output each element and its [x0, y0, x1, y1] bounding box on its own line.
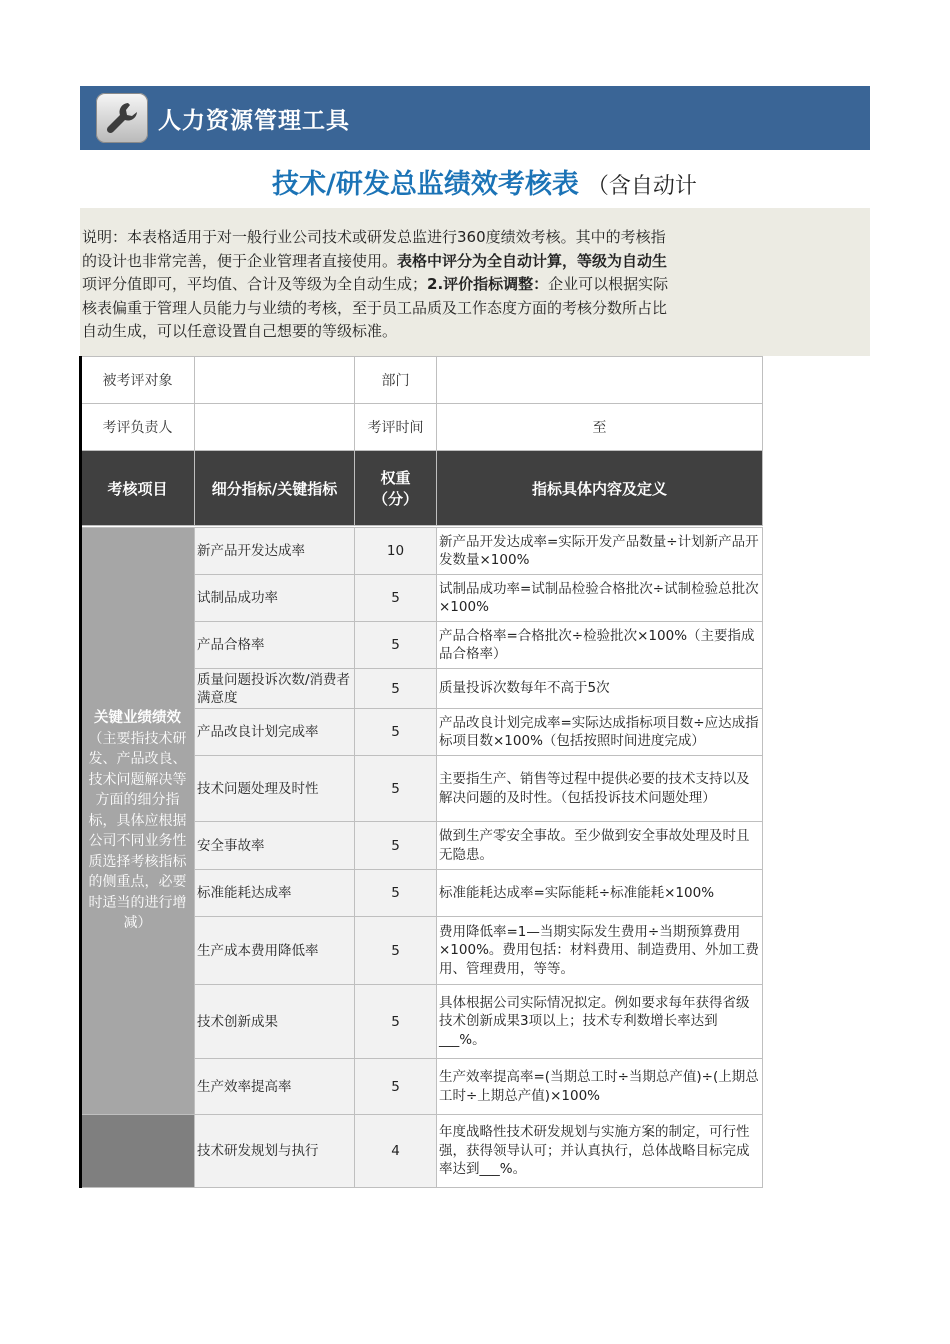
weight-cell[interactable]: 5 — [355, 870, 437, 917]
indicator-cell: 技术问题处理及时性 — [195, 756, 355, 822]
category-note: （主要指技术研发、产品改良、技术问题解决等方面的细分指标，具体应根据公司不同业务性质选择考核指标的侧重点，必要时适当的进行增减） — [88, 730, 187, 932]
definition-cell: 试制品成功率=试制品检验合格批次÷试制检验总批次×100% — [437, 575, 763, 622]
header-banner — [80, 86, 870, 150]
title-suffix: （含自动计 — [586, 174, 697, 199]
table-row — [81, 1115, 763, 1188]
dept-label: 部门 — [355, 357, 437, 404]
time-value-field[interactable]: 至 — [437, 404, 763, 451]
weight-cell[interactable]: 5 — [355, 709, 437, 756]
description-line: 核表偏重于管理人员能力与业绩的考核，至于员工品质及工作态度方面的考核分数所占比 — [82, 298, 668, 317]
indicator-cell: 生产效率提高率 — [195, 1059, 355, 1115]
weight-cell[interactable]: 5 — [355, 985, 437, 1059]
description-line: 的设计也非常完善，便于企业管理者直接使用。表格中评分为全自动计算，等级为自动生 — [82, 251, 668, 270]
indicator-cell: 产品合格率 — [195, 622, 355, 669]
description-box — [80, 208, 870, 356]
description-line: 项评分值即可，平均值、合计及等级为全自动生成；2.评价指标调整：企业可以根据实际 — [82, 275, 669, 293]
definition-cell: 年度战略性技术研发规划与实施方案的制定，可行性强，获得领导认可；并认真执行，总体战略目标完成率达到___%。 — [437, 1115, 763, 1188]
weight-cell[interactable]: 4 — [355, 1115, 437, 1188]
weight-cell[interactable]: 5 — [355, 822, 437, 870]
weight-cell[interactable]: 5 — [355, 917, 437, 985]
category-cell-2 — [81, 1115, 195, 1188]
info-row — [81, 404, 763, 451]
indicator-cell: 安全事故率 — [195, 822, 355, 870]
weight-cell[interactable]: 5 — [355, 1059, 437, 1115]
owner-label: 考评负责人 — [81, 404, 195, 451]
weight-cell[interactable]: 5 — [355, 756, 437, 822]
definition-cell: 新产品开发达成率=实际开发产品数量÷计划新产品开发数量×100% — [437, 528, 763, 575]
indicator-cell: 试制品成功率 — [195, 575, 355, 622]
header-indicator: 细分指标/关键指标 — [195, 451, 355, 526]
indicator-cell: 生产成本费用降低率 — [195, 917, 355, 985]
weight-cell[interactable]: 5 — [355, 669, 437, 709]
target-label: 被考评对象 — [81, 357, 195, 404]
definition-cell: 质量投诉次数每年不高于5次 — [437, 669, 763, 709]
description-line: 说明：本表格适用于对一般行业公司技术或研发总监进行360度绩效考核。其中的考核指 — [82, 228, 666, 246]
weight-cell[interactable]: 10 — [355, 528, 437, 575]
definition-cell: 标准能耗达成率=实际能耗÷标准能耗×100% — [437, 870, 763, 917]
indicator-cell: 产品改良计划完成率 — [195, 709, 355, 756]
indicator-cell: 技术创新成果 — [195, 985, 355, 1059]
table-left-border — [79, 356, 82, 1188]
table-header-row — [81, 451, 763, 526]
wrench-icon — [96, 93, 148, 143]
weight-cell[interactable]: 5 — [355, 575, 437, 622]
definition-cell: 费用降低率=1—当期实际发生费用÷当期预算费用×100%。费用包括：材料费用、制造费用、外加工费用、管理费用，等等。 — [437, 917, 763, 985]
header-category: 考核项目 — [81, 451, 195, 526]
target-value-field[interactable] — [195, 357, 355, 404]
time-label: 考评时间 — [355, 404, 437, 451]
info-row — [81, 357, 763, 404]
definition-cell: 做到生产零安全事故。至少做到安全事故处理及时且无隐患。 — [437, 822, 763, 870]
dept-value-field[interactable] — [437, 357, 763, 404]
document-title — [272, 162, 792, 202]
kpi-table — [80, 527, 763, 1188]
header-definition: 指标具体内容及定义 — [437, 451, 763, 526]
indicator-cell: 质量问题投诉次数/消费者满意度 — [195, 669, 355, 709]
definition-cell: 产品改良计划完成率=实际达成指标项目数÷应达成指标项目数×100%（包括按照时间进度完成） — [437, 709, 763, 756]
weight-cell[interactable]: 5 — [355, 622, 437, 669]
definition-cell: 具体根据公司实际情况拟定。例如要求每年获得省级技术创新成果3项以上；技术专利数增长率达到___%。 — [437, 985, 763, 1059]
indicator-cell: 技术研发规划与执行 — [195, 1115, 355, 1188]
description-text — [82, 226, 764, 344]
header-weight: 权重 （分） — [355, 451, 437, 526]
indicator-cell: 新产品开发达成率 — [195, 528, 355, 575]
description-line: 自动生成，可以任意设置自己想要的等级标准。 — [82, 322, 398, 340]
indicator-cell: 标准能耗达成率 — [195, 870, 355, 917]
info-table — [80, 356, 763, 526]
category-title: 关键业绩绩效 — [94, 710, 181, 727]
category-cell — [81, 528, 195, 1115]
table-row — [81, 528, 763, 575]
definition-cell: 产品合格率=合格批次÷检验批次×100%（主要指成品合格率） — [437, 622, 763, 669]
banner-title: 人力资源管理工具 — [158, 108, 350, 134]
definition-cell: 生产效率提高率=(当期总工时÷当期总产值)÷(上期总工时÷上期总产值)×100% — [437, 1059, 763, 1115]
owner-value-field[interactable] — [195, 404, 355, 451]
title-main: 技术/研发总监绩效考核表 — [272, 169, 579, 200]
definition-cell: 主要指生产、销售等过程中提供必要的技术支持以及解决问题的及时性。（包括投诉技术问题处理） — [437, 756, 763, 822]
